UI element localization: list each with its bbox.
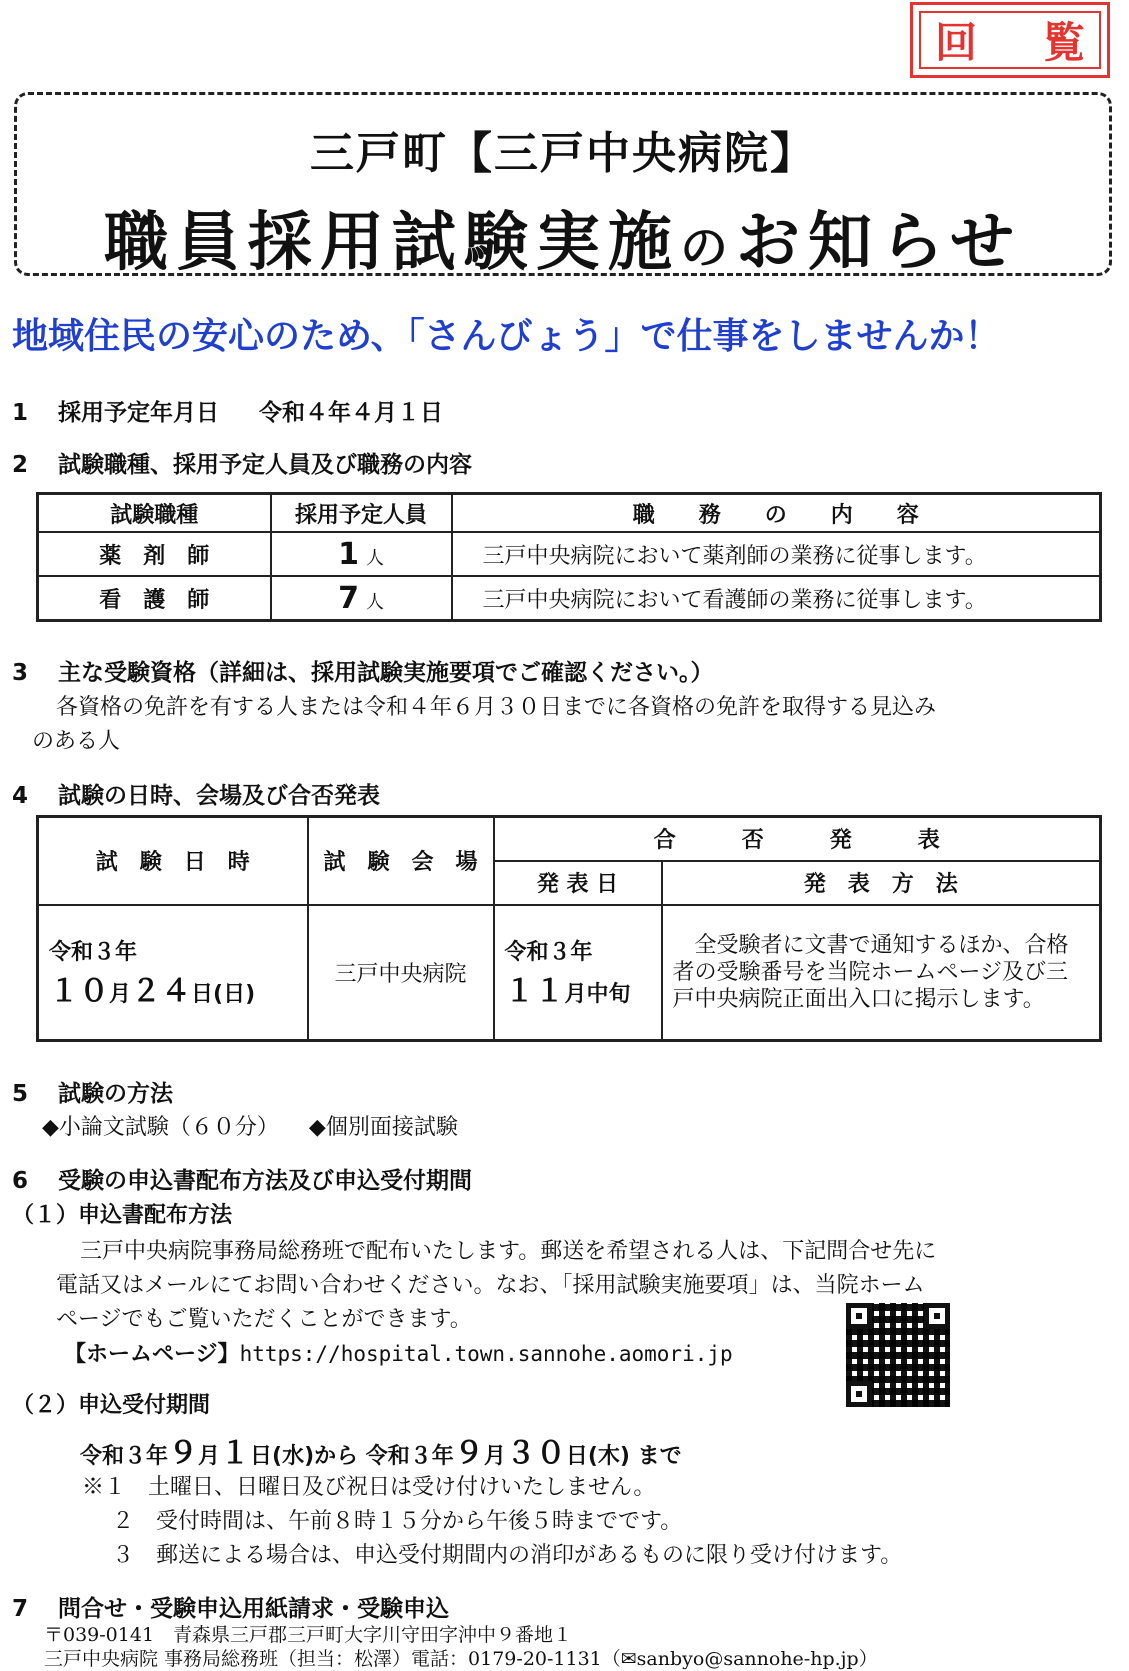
exam-method-1: ◆小論文試験（６０分） <box>42 1115 279 1140</box>
section-2-number: 2 <box>12 452 29 478</box>
section-3-text-1: 各資格の免許を有する人または令和４年６月３０日までに各資格の免許を取得する見込み <box>56 695 937 720</box>
application-period <box>80 1428 682 1472</box>
job-count-unit: 人 <box>365 547 384 569</box>
exam-date-value <box>49 966 307 1010</box>
result-date-year: 令和３年 <box>504 939 593 965</box>
contact-info: 三戸中央病院 事務局総務班（担当：松澤）電話：0179-20-1131（✉sanbyo@sannohe-hp.jp） <box>44 1648 878 1670</box>
section-2 <box>12 446 472 479</box>
job-count: 1 <box>338 536 359 572</box>
exam-date-year: 令和３年 <box>49 939 138 965</box>
note-3: ３ 郵送による場合は、申込受付期間内の消印があるものに限り受け付けます。 <box>112 1543 903 1568</box>
period-middle: 日(水)から 令和３年 <box>250 1444 454 1469</box>
period-end: 日(木) まで <box>565 1444 682 1469</box>
subsection-1-title: （１）申込書配布方法 <box>12 1203 233 1228</box>
distribution-text-1: 三戸中央病院事務局総務班で配布いたします。郵送を希望される人は、下記問合せ先に <box>80 1239 937 1264</box>
exam-date-day-unit: 日(日) <box>191 981 256 1007</box>
section-4-number: 4 <box>12 783 29 809</box>
stamp-char-right: 覧 <box>1042 18 1085 67</box>
title-line-2a: 職員採用試験実施 <box>103 206 680 280</box>
job-count-cell <box>271 532 452 576</box>
section-2-label: 試験職種、採用予定人員及び職務の内容 <box>58 452 472 478</box>
exam-date-day: ２４ <box>131 973 192 1009</box>
homepage-label: 【ホームページ】 <box>64 1342 240 1367</box>
note-1: ※１ 土曜日、日曜日及び祝日は受け付けいたしません。 <box>82 1475 656 1500</box>
qr-code-icon <box>846 1303 950 1407</box>
qr-finder-icon <box>846 1303 872 1329</box>
title-line-2c: お知らせ <box>735 206 1023 280</box>
job-duty: 三戸中央病院において看護師の業務に従事します。 <box>452 576 1101 621</box>
result-date-month-unit: 月中旬 <box>564 981 631 1007</box>
result-method: 全受験者に文書で通知するほか、合格者の受験番号を当院ホームページ及び三戸中央病院正面出入口に掲示します。 <box>662 905 1101 1041</box>
exam-methods <box>42 1110 458 1141</box>
schedule-header-result: 合 否 発 表 <box>494 817 1101 861</box>
job-table-header <box>38 494 1101 533</box>
stamp-char-left: 回 <box>935 18 978 67</box>
section-7-number: 7 <box>12 1596 29 1622</box>
section-5-label: 試験の方法 <box>58 1081 173 1107</box>
circulation-stamp <box>910 2 1110 78</box>
title-line-2b: の <box>679 220 736 276</box>
job-count-unit: 人 <box>365 591 384 613</box>
schedule-header-result-method: 発 表 方 法 <box>662 861 1101 905</box>
section-6-number: 6 <box>12 1168 29 1194</box>
section-7-label: 問合せ・受験申込用紙請求・受験申込 <box>58 1596 449 1622</box>
period-end-day: ３０ <box>505 1436 566 1471</box>
period-start-month: ９ <box>168 1436 199 1471</box>
homepage-line <box>64 1337 733 1368</box>
section-1-value: 令和４年４月１日 <box>259 400 443 426</box>
period-end-month-unit: 月 <box>483 1444 506 1469</box>
section-1-label: 採用予定年月日 <box>58 400 219 426</box>
exam-venue: 三戸中央病院 <box>308 905 494 1041</box>
section-1-number: 1 <box>12 400 29 426</box>
schedule-header-row-1 <box>38 817 1101 861</box>
job-count-cell <box>271 576 452 621</box>
qr-finder-icon <box>924 1303 950 1329</box>
title-line-2 <box>17 191 1109 283</box>
exam-date-cell <box>38 905 308 1041</box>
section-3-number: 3 <box>12 660 29 686</box>
distribution-text-2: 電話又はメールにてお問い合わせください。なお、「採用試験実施要項」は、当院ホーム <box>56 1273 925 1298</box>
period-start-year: 令和３年 <box>80 1444 169 1469</box>
job-table-header-duty: 職 務 の 内 容 <box>452 494 1101 533</box>
job-name: 看 護 師 <box>38 576 271 621</box>
table-row <box>38 576 1101 621</box>
result-date-month: １１ <box>504 973 565 1009</box>
result-date-value <box>505 966 661 1010</box>
subsection-2-title: （２）申込受付期間 <box>12 1393 211 1418</box>
job-count: 7 <box>338 580 359 616</box>
contact-address: 〒039-0141 青森県三戸郡三戸町大字川守田字沖中９番地１ <box>44 1624 573 1646</box>
qr-finder-icon <box>846 1381 872 1407</box>
section-7 <box>12 1590 449 1623</box>
note-2: ２ 受付時間は、午前８時１５分から午後５時までです。 <box>112 1509 683 1534</box>
job-table-header-count: 採用予定人員 <box>271 494 452 533</box>
section-4 <box>12 777 380 810</box>
homepage-link[interactable]: https://hospital.town.sannohe.aomori.jp <box>239 1342 733 1366</box>
exam-schedule-table <box>36 815 1102 1042</box>
section-6-label: 受験の申込書配布方法及び申込受付期間 <box>58 1168 472 1194</box>
job-duty: 三戸中央病院において薬剤師の業務に従事します。 <box>452 532 1101 576</box>
result-date-cell <box>494 905 662 1041</box>
section-3-text-2: のある人 <box>32 729 121 754</box>
section-3 <box>12 654 714 687</box>
title-line-1: 三戸町【三戸中央病院】 <box>310 128 816 179</box>
section-5 <box>12 1075 173 1108</box>
schedule-header-venue: 試 験 会 場 <box>308 817 494 905</box>
table-row <box>38 905 1101 1041</box>
job-name: 薬 剤 師 <box>38 532 271 576</box>
section-5-number: 5 <box>12 1081 29 1107</box>
exam-date-month-unit: 月 <box>109 981 132 1007</box>
distribution-text-3: ページでもご覧いただくことができます。 <box>56 1307 472 1332</box>
slogan: 地域住民の安心のため、「さんびょう」で仕事をしませんか！ <box>12 315 1001 357</box>
exam-method-2: ◆個別面接試験 <box>308 1115 458 1140</box>
job-table-header-job: 試験職種 <box>38 494 271 533</box>
period-start-month-unit: 月 <box>198 1444 221 1469</box>
period-start-day: １ <box>220 1436 251 1471</box>
exam-date-month: １０ <box>49 973 109 1009</box>
table-row <box>38 532 1101 576</box>
section-3-label: 主な受験資格（詳細は、採用試験実施要項でご確認ください。） <box>58 660 714 686</box>
section-1 <box>12 394 443 427</box>
title-box <box>14 92 1112 280</box>
schedule-header-result-day: 発 表 日 <box>494 861 662 905</box>
job-table <box>36 492 1102 622</box>
period-end-month: ９ <box>453 1436 484 1471</box>
schedule-header-date: 試 験 日 時 <box>38 817 308 905</box>
section-6 <box>12 1162 472 1195</box>
section-4-label: 試験の日時、会場及び合否発表 <box>58 783 380 809</box>
